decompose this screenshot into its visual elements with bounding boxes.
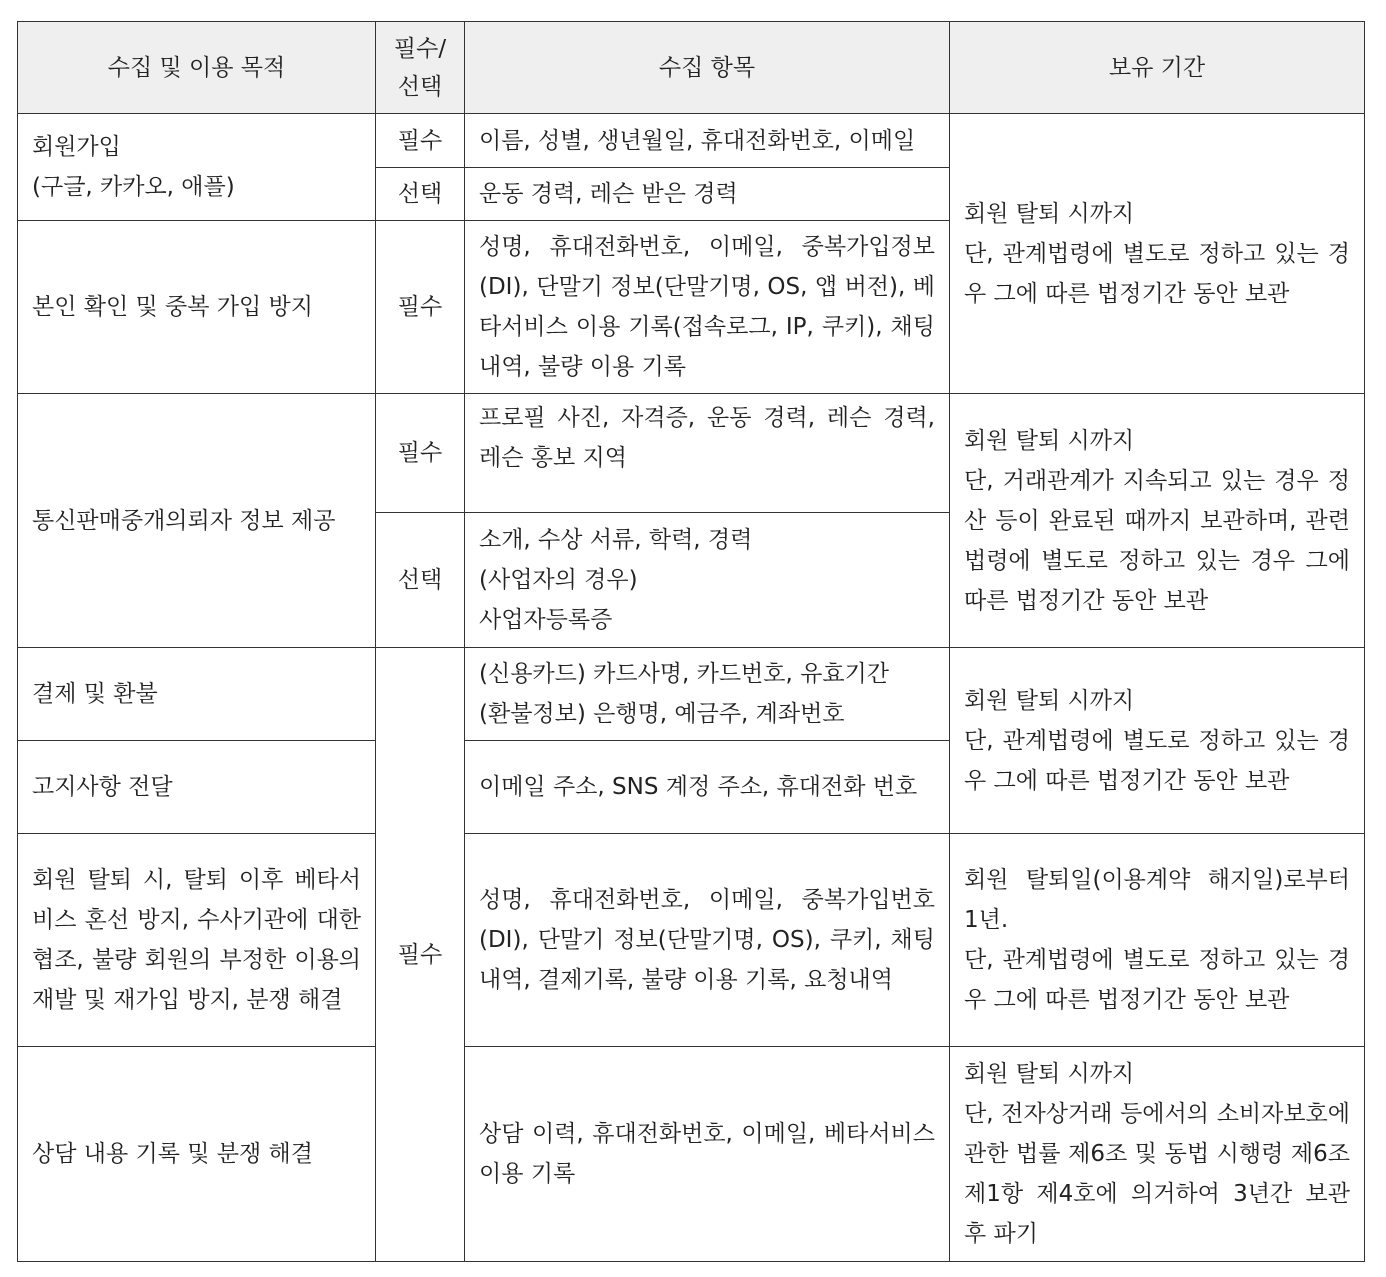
retention-line: 단, 관계법령에 별도로 정하고 있는 경우 그에 따른 법정기간 동안 보관: [964, 727, 1350, 794]
header-required: [376, 22, 465, 114]
purpose-cell: 회원 탈퇴 시, 탈퇴 이후 베타서비스 혼선 방지, 수사기관에 대한 협조, 불량 회원의 부정한 이용의 재발 및 재가입 방지, 분쟁 해결: [18, 834, 376, 1047]
required-cell: 필수: [376, 394, 465, 513]
items-line: (신용카드) 카드사명, 카드번호, 유효기간: [479, 661, 889, 687]
table-row: [18, 834, 1365, 1047]
retention-line: 단, 거래관계가 지속되고 있는 경우 정산 등이 완료된 때까지 보관하며, 관련법령에 별도로 정하고 있는 경우 그에 따른 법정기간 동안 보관: [964, 467, 1350, 614]
purpose-line: (구글, 카카오, 애플): [32, 174, 235, 200]
items-line: (환불정보) 은행명, 예금주, 계좌번호: [479, 701, 845, 727]
retention-line: 회원 탈퇴 시까지: [964, 687, 1135, 714]
retention-cell: [950, 114, 1365, 394]
retention-line: 회원 탈퇴 시까지: [964, 427, 1135, 454]
purpose-cell: 상담 내용 기록 및 분쟁 해결: [18, 1047, 376, 1262]
items-cell: 이름, 성별, 생년월일, 휴대전화번호, 이메일: [465, 114, 950, 168]
required-cell: 선택: [376, 513, 465, 648]
header-required-line2: 선택: [397, 73, 443, 100]
required-cell: 필수: [376, 221, 465, 394]
retention-line: 단, 전자상거래 등에서의 소비자보호에 관한 법률 제6조 및 동법 시행령 제6조 제1항 제4호에 의거하여 3년간 보관 후 파기: [964, 1101, 1350, 1247]
items-cell: 이메일 주소, SNS 계정 주소, 휴대전화 번호: [465, 741, 950, 834]
purpose-cell: 통신판매중개의뢰자 정보 제공: [18, 394, 376, 648]
retention-line: 단, 관계법령에 별도로 정하고 있는 경우 그에 따른 법정기간 동안 보관: [964, 947, 1350, 1013]
retention-cell: [950, 648, 1365, 834]
required-cell: 선택: [376, 168, 465, 221]
retention-line: 회원 탈퇴 시까지: [964, 1061, 1135, 1087]
items-line: 소개, 수상 서류, 학력, 경력: [479, 527, 753, 553]
header-purpose: 수집 및 이용 목적: [18, 22, 376, 114]
items-cell: [465, 648, 950, 741]
retention-line: 회원 탈퇴 시까지: [964, 200, 1135, 227]
retention-cell: [950, 394, 1365, 648]
table-row: [18, 394, 1365, 513]
items-cell: 운동 경력, 레슨 받은 경력: [465, 168, 950, 221]
header-required-line1: 필수/: [393, 35, 447, 62]
items-cell: 상담 이력, 휴대전화번호, 이메일, 베타서비스 이용 기록: [465, 1047, 950, 1262]
purpose-cell: [18, 114, 376, 221]
table-row: [18, 114, 1365, 168]
required-cell: 필수: [376, 648, 465, 1262]
items-line: (사업자의 경우): [479, 567, 638, 593]
items-cell: 프로필 사진, 자격증, 운동 경력, 레슨 경력, 레슨 홍보 지역: [465, 394, 950, 513]
items-cell: 성명, 휴대전화번호, 이메일, 중복가입정보(DI), 단말기 정보(단말기명, OS, 앱 버전), 베타서비스 이용 기록(접속로그, IP, 쿠키), 채팅 내역, 불량 이용 기록: [465, 221, 950, 394]
items-cell: [465, 513, 950, 648]
purpose-cell: 본인 확인 및 중복 가입 방지: [18, 221, 376, 394]
purpose-line: 회원가입: [32, 134, 121, 160]
header-items: 수집 항목: [465, 22, 950, 114]
purpose-cell: 결제 및 환불: [18, 648, 376, 741]
items-cell: 성명, 휴대전화번호, 이메일, 중복가입번호(DI), 단말기 정보(단말기명, OS), 쿠키, 채팅내역, 결제기록, 불량 이용 기록, 요청내역: [465, 834, 950, 1047]
required-cell: 필수: [376, 114, 465, 168]
items-line: 사업자등록증: [479, 607, 613, 633]
retention-cell: [950, 1047, 1365, 1262]
table-row: [18, 648, 1365, 741]
privacy-table: [17, 21, 1365, 1262]
retention-line: 단, 관계법령에 별도로 정하고 있는 경우 그에 따른 법정기간 동안 보관: [964, 240, 1350, 307]
retention-cell: [950, 834, 1365, 1047]
table-row: [18, 1047, 1365, 1262]
header-row: [18, 22, 1365, 114]
purpose-cell: 고지사항 전달: [18, 741, 376, 834]
header-retention: 보유 기간: [950, 22, 1365, 114]
retention-line: 회원 탈퇴일(이용계약 해지일)로부터 1년.: [964, 867, 1350, 933]
